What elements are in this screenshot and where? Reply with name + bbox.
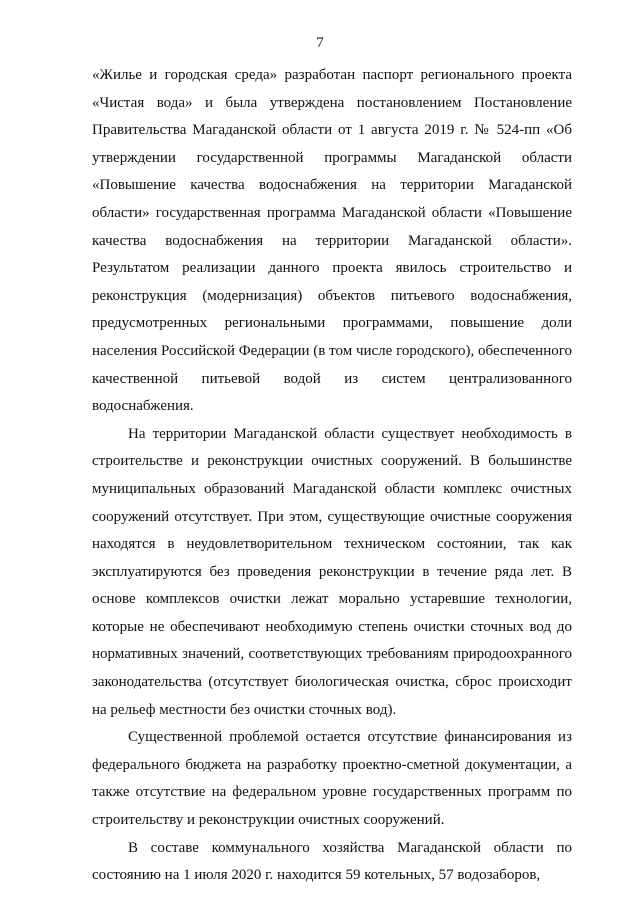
paragraph-communal-facilities: В составе коммунального хозяйства Магаданской области по состоянию на 1 июля 2020 г. находится 59 котельных, 57 водозаборов, [92,839,572,884]
paragraph-funding-problem: Существенной проблемой остается отсутствие финансирования из федерального бюджета на разработку проектно-сметной документации, а также отсутствие на федеральном уровне государственных программ по строительству и реконструкции очистных сооружений. [92,729,572,829]
document-body [92,62,572,890]
paragraph-water-program: «Жилье и городская среда» разработан паспорт регионального проекта «Чистая вода» и была утверждена постановлением Постановление Правительства Магаданской области от 1 августа 2019 г. № 524-пп «Об утверждении государственной программы Магаданской области «Повышение качества водоснабжения на территории Магаданской области» государственная программа Магаданской области «Повышение качества водоснабжения на территории Магаданской области». Результатом реализации данного проекта явилось строительство и реконструкция (модернизация) объектов питьевого водоснабжения, предусмотренных региональными программами, повышение доли населения Российской Федерации (в том числе городского), обеспеченного качественной питьевой водой из систем централизованного водоснабжения. [92,67,572,415]
paragraph-treatment-facilities: На территории Магаданской области существует необходимость в строительстве и реконструкции очистных сооружений. В большинстве муниципальных образований Магаданской области комплекс очистных сооружений отсутствует. При этом, существующие очистные сооружения находятся в неудовлетворительном техническом состоянии, так как эксплуатируются без проведения реконструкции в течение ряда лет. В основе комплексов очистки лежат морально устаревшие технологии, которые не обеспечивают необходимую степень очистки сточных вод до нормативных значений, соответствующих требованиям природоохранного законодательства (отсутствует биологическая очистка, сброс происходит на рельеф местности без очистки сточных вод). [92,425,572,718]
page-number: 7 [316,35,324,51]
